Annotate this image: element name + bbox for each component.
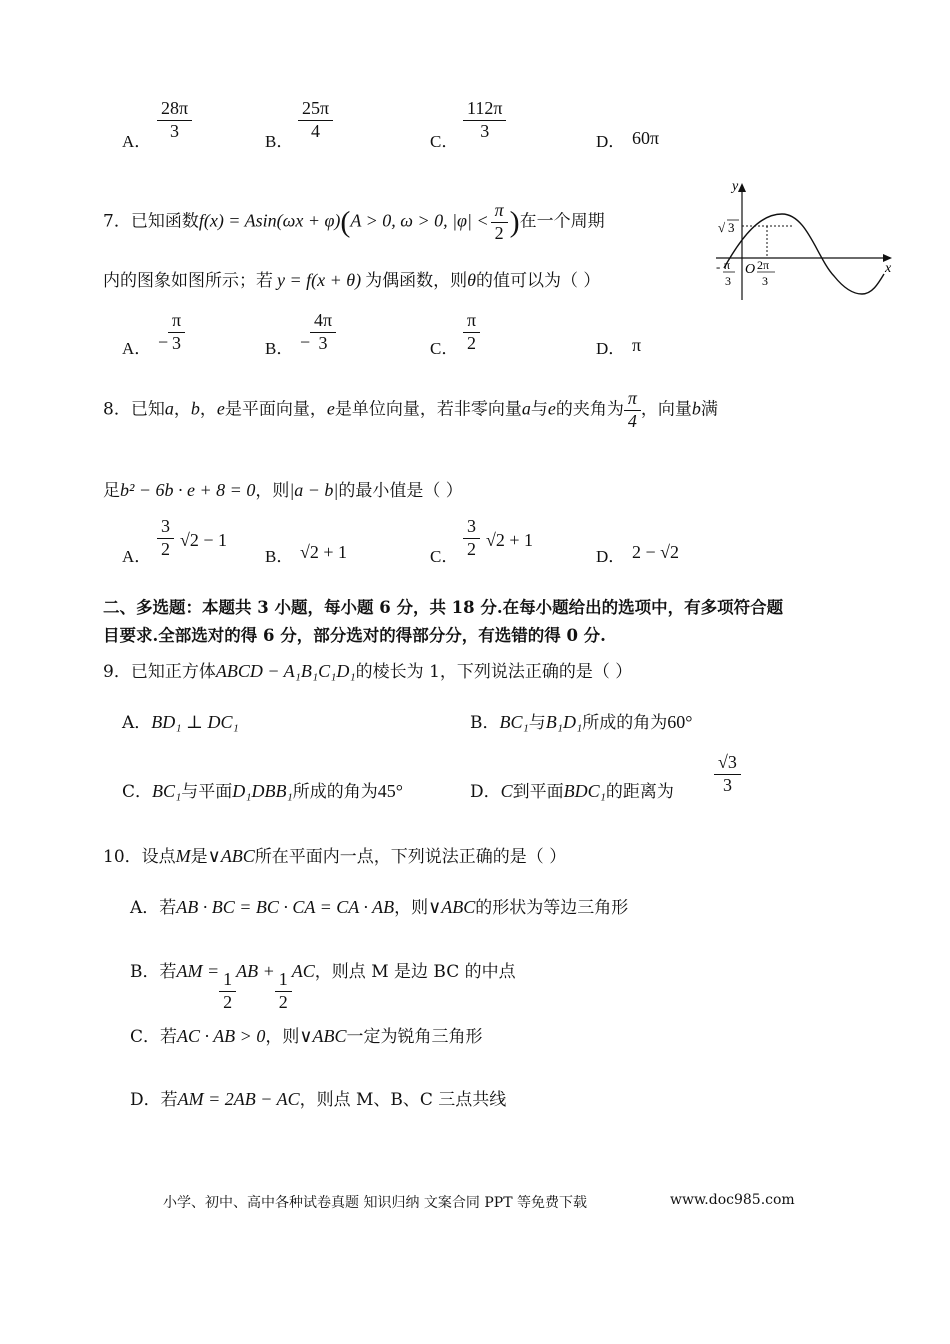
option-expr: AM = 2AB − AC [177, 1089, 300, 1109]
option-expr: BC₁ [499, 712, 529, 732]
q7-number: 7． [103, 211, 131, 232]
q9-text: 的棱长为 1，下列说法正确的是（ ） [355, 662, 633, 682]
section-2-heading-line2: 目要求.全部选对的得 6 分，部分选对的得部分分，有选错的得 0 分. [103, 626, 606, 645]
q8-line2 [103, 476, 463, 501]
q8-text: 足 [103, 481, 120, 501]
option-label: A． [122, 713, 152, 733]
frac-num: 4π [310, 310, 336, 333]
paren-open: ( [340, 205, 351, 239]
option-expr: AB + [236, 961, 275, 981]
footer-text: 小学、初中、高中各种试卷真题 知识归纳 文案合同 PPT 等免费下载 [163, 1195, 587, 1211]
q8-angle-frac [624, 388, 641, 432]
q8-text: 的最小值是（ ） [338, 481, 463, 501]
option-expr: BDC₁ [563, 781, 606, 801]
q10-stem [103, 842, 566, 867]
q8-text: 的夹角为 [555, 399, 624, 420]
frac-den: 2 [278, 991, 288, 1012]
q8-sep: ， [199, 399, 217, 420]
q7-option-c-label: C． [430, 339, 459, 358]
option-frac [275, 969, 292, 1013]
vec-b: b [190, 398, 200, 419]
option-triangle: ∨ABC [428, 897, 476, 917]
q7-text: 内的图象如图所示；若 [103, 271, 273, 291]
option-text: 与 [528, 713, 546, 733]
q9-option-a [122, 708, 239, 733]
q9-stem [103, 657, 632, 682]
q6-option-d-value: 60π [632, 128, 660, 148]
frac-num: 112π [463, 98, 506, 121]
option-text: 的形状为等边三角形 [475, 898, 629, 918]
frac-num: 25π [298, 98, 333, 121]
sqrt-symbol: √ [718, 220, 726, 235]
option-text: 若 [160, 1090, 178, 1110]
q10-option-a [130, 893, 628, 918]
option-label: C． [122, 782, 153, 802]
frac-num: π [463, 310, 480, 333]
frac-den: 2 [494, 222, 504, 243]
q9-option-d [470, 777, 674, 802]
q6-option-d-label: D． [596, 132, 626, 151]
frac-num: π [168, 310, 185, 333]
frac-den: 4 [311, 120, 321, 141]
q7-text: 已知函数 [130, 211, 199, 232]
option-expr: AC [291, 961, 315, 981]
triangle-abc: ∨ABC [207, 846, 255, 866]
q7-text: 为偶函数，则 [365, 271, 468, 291]
q7-theta: θ [467, 270, 476, 290]
frac-den: 3 [172, 332, 182, 353]
q7-option-b-value [310, 310, 336, 354]
option-label: D． [470, 782, 501, 802]
q10-text: 设点 [141, 847, 176, 867]
q8-option-c-label: C． [430, 547, 459, 566]
q7-option-b-label: B． [265, 339, 294, 358]
q8-line1 [103, 388, 718, 432]
pos-tick-den: 3 [762, 274, 768, 288]
q8-text: 满 [700, 399, 718, 420]
q8-text: 与 [530, 399, 548, 420]
q8-option-d-value: 2 − √2 [632, 542, 680, 562]
section-2-heading-line1: 二、多选题：本题共 3 小题，每小题 6 分，共 18 分.在每小题给出的选项中，有多项符合题 [103, 598, 784, 617]
q8-option-a-label: A． [122, 547, 152, 566]
q6-option-c-value [463, 98, 506, 142]
q8-text: 已知 [130, 399, 165, 420]
q7-text: 的值可以为（ ） [475, 271, 601, 291]
option-text: 一定为锐角三角形 [346, 1027, 483, 1047]
option-label: A． [130, 898, 160, 918]
q8-option-b-label: B． [265, 547, 294, 566]
frac-num: 1 [219, 969, 236, 992]
q9-text: 已知正方体 [130, 662, 216, 682]
frac-den: 3 [318, 332, 328, 353]
q6-option-a-value [157, 98, 192, 142]
q8-text: ，则 [255, 481, 290, 501]
q8-text: ，向量 [640, 399, 692, 420]
q7-option-a-label: A． [122, 339, 152, 358]
q8-option-a-tail: √2 − 1 [180, 530, 228, 550]
frac-den: 3 [170, 120, 180, 141]
q8-text: 是平面向量， [224, 399, 327, 420]
option-label: C． [130, 1027, 161, 1047]
frac-num: √3 [714, 752, 741, 775]
option-text: ，则点 M、B、C 三点共线 [299, 1090, 507, 1110]
y-axis-label: y [732, 179, 739, 194]
q8-sep: ， [173, 399, 191, 420]
frac-num: 3 [157, 516, 174, 539]
option-expr: AM = [176, 961, 220, 981]
q7-cond-frac [491, 200, 508, 244]
q8-option-a-frac [157, 516, 174, 560]
q7-line2 [103, 266, 600, 291]
option-text: 若 [159, 898, 177, 918]
neg-tick-den: 3 [725, 274, 731, 288]
q7-option-a-sign: − [158, 332, 169, 352]
frac-num: π [624, 388, 641, 411]
option-frac [219, 969, 236, 1013]
option-label: D． [130, 1090, 161, 1110]
footer-url[interactable]: www.doc985.com [670, 1192, 795, 1208]
q9-option-d-frac [714, 752, 741, 796]
option-triangle: ∨ABC [299, 1026, 347, 1046]
q8-equation: b² − 6b · e + 8 = 0 [120, 480, 256, 500]
option-text: BD₁ ⊥ DC₁ [151, 712, 239, 732]
frac-den: 2 [467, 538, 476, 559]
q7-option-b-sign: − [300, 332, 311, 352]
vec-e: e [216, 398, 225, 419]
q10-option-d [130, 1085, 506, 1110]
q7-option-a-value [168, 310, 185, 354]
q9-cube: ABCD − A₁B₁C₁D₁ [215, 661, 356, 681]
frac-den: 3 [722, 774, 732, 795]
option-text: 若 [160, 1027, 178, 1047]
neg-sign: - [716, 259, 721, 274]
option-text: 所成的角为 [582, 713, 668, 733]
paren-close: ) [509, 205, 520, 239]
q8-abs: |a − b| [289, 480, 339, 500]
ymax-label: 3 [728, 220, 735, 235]
option-text: 若 [159, 962, 177, 982]
point-m: M [175, 846, 191, 866]
option-label: B． [130, 962, 160, 982]
option-expr: D₁DBB₁ [232, 781, 293, 801]
option-expr: AC · AB > 0 [177, 1026, 266, 1046]
vec-b: b [691, 398, 701, 419]
q8-number: 8． [103, 399, 131, 420]
frac-den: 4 [627, 410, 637, 431]
q7-expr: y = f(x + θ) [277, 270, 362, 290]
option-expr: AB · BC = BC · CA = CA · AB [176, 897, 395, 917]
q10-number: 10． [103, 847, 142, 867]
vec-a: a [164, 398, 174, 419]
q10-text: 是 [190, 847, 208, 867]
q7-condition: A > 0, ω > 0, |φ| < [350, 210, 489, 231]
q8-option-c-tail: √2 + 1 [486, 530, 534, 550]
y-axis-arrow [738, 183, 746, 192]
option-text: ，则 [394, 898, 429, 918]
frac-num: 3 [463, 516, 480, 539]
option-text: 与平面 [181, 782, 233, 802]
option-text: ，则 [265, 1027, 300, 1047]
frac-den: 2 [223, 991, 233, 1012]
q6-option-c-label: C． [430, 132, 459, 151]
pos-tick-num: 2π [757, 258, 770, 272]
option-text: ，则点 M 是边 BC 的中点 [314, 962, 516, 982]
option-angle: 60° [667, 712, 693, 732]
q9-number: 9． [103, 662, 131, 682]
origin-label: O [745, 262, 756, 277]
option-expr: C [500, 781, 513, 801]
vec-e: e [547, 398, 556, 419]
vec-a: a [521, 398, 531, 419]
option-label: B． [470, 713, 500, 733]
option-text: 到平面 [512, 782, 564, 802]
q7-option-d-label: D． [596, 339, 626, 358]
q9-option-c [122, 777, 403, 802]
q6-option-b-value [298, 98, 333, 142]
frac-num: 28π [157, 98, 192, 121]
frac-den: 2 [467, 332, 477, 353]
vec-e: e [326, 398, 335, 419]
q8-text: 是单位向量，若非零向量 [334, 399, 522, 420]
q7-function: f(x) = Asin(ωx + φ) [198, 210, 341, 231]
q8-option-c-frac [463, 516, 480, 560]
frac-den: 2 [161, 538, 170, 559]
q10-option-b [130, 957, 516, 1013]
q8-option-d-label: D． [596, 547, 626, 566]
q7-option-c-value [463, 310, 480, 354]
frac-den: 3 [480, 120, 490, 141]
x-axis-label: x [885, 261, 892, 276]
q7-line1 [103, 200, 605, 244]
q7-sine-graph [712, 176, 897, 301]
frac-num: π [491, 200, 508, 223]
option-expr: BC₁ [152, 781, 182, 801]
frac-num: 1 [275, 969, 292, 992]
q8-option-b-value: √2 + 1 [300, 542, 348, 562]
option-text: 所成的角为 [292, 782, 378, 802]
q10-option-c [130, 1022, 483, 1047]
q9-option-b [470, 708, 692, 733]
q6-option-b-label: B． [265, 132, 294, 151]
option-expr: B₁D₁ [545, 712, 583, 732]
option-angle: 45° [377, 781, 403, 801]
q10-text: 所在平面内一点，下列说法正确的是（ ） [254, 847, 567, 867]
neg-tick-num: π [724, 258, 731, 272]
q7-text: 在一个周期 [519, 211, 605, 232]
option-text: 的距离为 [605, 782, 674, 802]
q6-option-a-label: A． [122, 132, 152, 151]
q7-option-d-value: π [632, 335, 642, 355]
